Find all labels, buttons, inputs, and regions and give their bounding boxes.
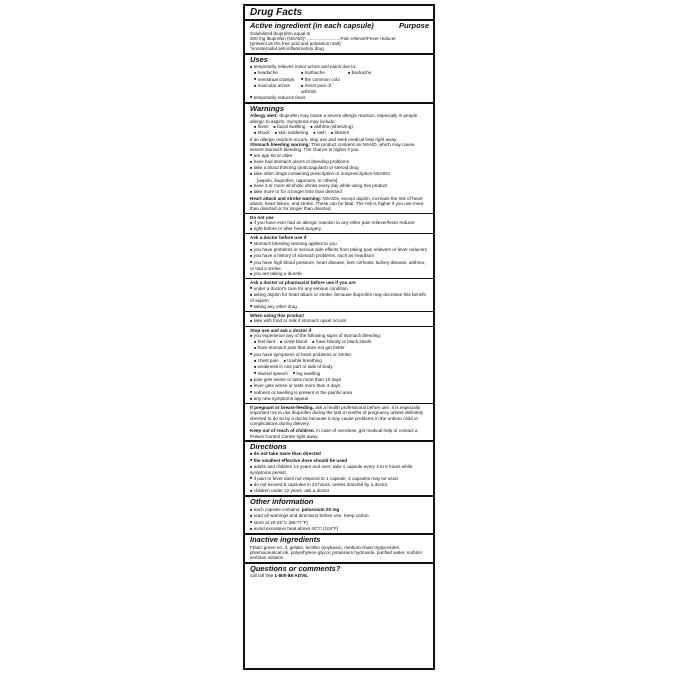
directions-heading: Directions bbox=[250, 441, 287, 451]
other-item: ■ read all warnings and directions before use. Keep carton. bbox=[250, 513, 429, 519]
heart-symptom: ■ weakness in one part or side of body bbox=[254, 364, 333, 370]
allergy-alert bbox=[250, 113, 429, 124]
do-not-use-section bbox=[245, 213, 433, 233]
questions-text: call toll free bbox=[250, 573, 275, 579]
ask-doctor-item: ■ you have high blood pressure, heart disease, liver cirrhosis, kidney disease, asthma, or had a stroke bbox=[250, 260, 429, 272]
drug-facts-title: Drug Facts bbox=[245, 7, 433, 21]
allergy-symptom: ■ facial swelling bbox=[273, 124, 305, 130]
drug-facts-panel bbox=[243, 4, 435, 670]
ask-doctor-item: ■ you have problems or serious side effects from taking pain relievers or fever reducers bbox=[250, 247, 429, 253]
keep-out-warning bbox=[250, 428, 429, 439]
stop-use-item: ■ redness or swelling is present in the painful area bbox=[250, 390, 429, 396]
ask-doctor-heading: Ask a doctor before use if bbox=[250, 235, 307, 241]
questions-section bbox=[245, 562, 433, 580]
stop-sign: ■ feel faint bbox=[254, 339, 275, 345]
uses-item: ■ muscular aches bbox=[254, 83, 296, 95]
heart-text: NSAIDs, except aspirin, increase the risk of heart attack, heart failure, and stroke. These can be fatal. The risk is higher if you use more than directed or for longer than directed. bbox=[250, 195, 424, 212]
active-line-3: (present as the free acid and potassium salt) bbox=[250, 41, 341, 47]
stop-sign: ■ have bloody or black stools bbox=[312, 339, 371, 345]
pregnancy-text: ask a health professional before use. It is especially important not to use ibuprofen during the last 3 months of pregnancy unless definitely directed to do so by a doctor because it may cause problems in the unborn child or complications during delivery. bbox=[250, 405, 424, 427]
ask-pharmacist-item: ■ taking aspirin for heart attack or stroke, because ibuprofen may decrease this benefit of aspirin bbox=[250, 292, 429, 304]
questions-heading: Questions or comments? bbox=[250, 563, 341, 573]
stomach-label: Stomach bleeding warning: bbox=[250, 141, 310, 147]
uses-item: ■ headache bbox=[254, 70, 296, 76]
uses-items bbox=[250, 70, 429, 94]
allergy-symptom: ■ rash bbox=[313, 130, 326, 136]
ask-doctor-item: ■ you are taking a diuretic bbox=[250, 271, 429, 277]
stomach-item: ■ are age 60 or older bbox=[250, 153, 429, 159]
heart-symptom: ■ chest pain bbox=[254, 358, 279, 364]
heart-symptom: ■ trouble breathing bbox=[284, 358, 322, 364]
stomach-item: ■ take a blood thinning (anticoagulant) or steroid drug bbox=[250, 165, 429, 171]
stop-heart-intro: ■ you have symptoms of heart problems or stroke: bbox=[250, 352, 429, 358]
ask-doctor-item: ■ stomach bleeding warning applies to you bbox=[250, 241, 429, 247]
ask-pharmacist-heading: Ask a doctor or pharmacist before use if you are bbox=[250, 280, 356, 286]
directions-item: ■ children under 12 years: ask a doctor bbox=[250, 488, 429, 494]
ask-pharmacist-item: ■ under a doctor's care for any serious condition bbox=[250, 286, 429, 292]
stop-use-item: ■ fever gets worse or lasts more than 3 days bbox=[250, 383, 429, 389]
stomach-item: ■ have had stomach ulcers or bleeding problems bbox=[250, 159, 429, 165]
when-using-heading: When using this product bbox=[250, 312, 304, 318]
stomach-nsaid-examples: [aspirin, ibuprofen, naproxen, or others] bbox=[257, 177, 338, 183]
directions-section bbox=[245, 440, 433, 496]
uses-item-empty bbox=[348, 77, 390, 83]
stop-use-item: ■ any new symptoms appear bbox=[250, 396, 429, 402]
heart-warning bbox=[250, 196, 429, 212]
potassium-label: each capsule contains: bbox=[253, 506, 302, 512]
stop-use-heading: Stop use and ask a doctor if bbox=[250, 327, 312, 333]
uses-item: ■ backache bbox=[348, 70, 390, 76]
allergy-label: Allergy alert: bbox=[250, 113, 279, 119]
inactive-ingredients-text: FD&C green no. 3, gelatin, lecithin (soybean), medium-chain triglycerides, pharmaceutical ink, polyethylene glycol, potassium hydroxide, purified water, sorbitol sorbitan solution bbox=[250, 544, 422, 561]
uses-item: ■ minor pain of arthritis bbox=[301, 83, 343, 95]
other-item: ■ store at 20-25°C (68-77°F) bbox=[250, 520, 429, 526]
stomach-item: ■ take other drugs containing prescription or nonprescription NSAIDs bbox=[250, 171, 429, 177]
when-using-item: ■ take with food or milk if stomach upset occurs bbox=[250, 318, 429, 324]
ask-pharmacist-item: ■ taking any other drug bbox=[250, 304, 429, 310]
ask-pharmacist-section bbox=[245, 278, 433, 309]
stop-sign: ■ have stomach pain that does not get better bbox=[254, 345, 345, 351]
stop-use-section bbox=[245, 326, 433, 403]
allergy-symptom: ■ shock bbox=[254, 130, 270, 136]
directions-item: ■ adults and children 12 years and over: take 1 capsule every 4 to 6 hours while symptoms persist bbox=[250, 464, 429, 476]
stomach-item: ■ take more or for a longer time than directed bbox=[250, 189, 429, 195]
heart-label: Heart attack and stroke warning: bbox=[250, 195, 322, 201]
inactive-ingredients-section bbox=[245, 533, 433, 561]
pregnancy-section bbox=[245, 403, 433, 439]
stomach-text: This product contains an NSAID, which may cause severe stomach bleeding. The chance is higher if you bbox=[250, 141, 415, 153]
stomach-warning bbox=[250, 142, 429, 153]
uses-section bbox=[245, 53, 433, 102]
warnings-section bbox=[245, 102, 433, 440]
other-information-section bbox=[245, 495, 433, 533]
stop-sign: ■ vomit blood bbox=[280, 339, 307, 345]
pregnancy-label: If pregnant or breast-feeding, bbox=[250, 405, 314, 411]
questions-line bbox=[250, 573, 429, 578]
other-information-heading: Other information bbox=[250, 497, 314, 507]
active-line-1: Solubilized ibuprofen equal to bbox=[250, 30, 311, 36]
keep-out-label: Keep out of reach of children. bbox=[250, 428, 315, 434]
phone-number: 1-800-88-ADVIL bbox=[274, 573, 309, 579]
allergy-text: Ibuprofen may cause a severe allergic reaction, especially in people allergic to aspirin. Symptoms may include: bbox=[250, 113, 418, 124]
purpose-heading: Purpose bbox=[398, 21, 429, 30]
allergy-symptom: ■ asthma (wheezing) bbox=[310, 124, 352, 130]
allergy-symptom: ■ hives bbox=[254, 124, 268, 130]
directions-bold-item: ■ the smallest effective dose should be used bbox=[250, 458, 429, 464]
heart-symptom: ■ leg swelling bbox=[293, 371, 320, 377]
directions-bold-item: ■ do not take more than directed bbox=[250, 451, 429, 457]
uses-intro: ■ temporarily relieves minor aches and pains due to: bbox=[250, 64, 429, 70]
heart-symptom: ■ slurred speech bbox=[254, 371, 288, 377]
when-using-section bbox=[245, 311, 433, 325]
warnings-heading: Warnings bbox=[250, 103, 285, 113]
uses-item: ■ toothache bbox=[301, 70, 343, 76]
keep-out-text: In case of overdose, get medical help or contact a Poison Control Center right away. bbox=[250, 428, 418, 439]
uses-item: ■ menstrual cramps bbox=[254, 77, 296, 83]
active-heading: Active ingredient (in each capsule) bbox=[250, 21, 374, 30]
stop-use-item: ■ pain gets worse or lasts more than 10 days bbox=[250, 377, 429, 383]
ask-doctor-section bbox=[245, 233, 433, 277]
uses-item: ■ the common cold bbox=[301, 77, 343, 83]
active-ingredient-section bbox=[245, 21, 433, 53]
stop-use-intro: ■ you experience any of the following signs of stomach bleeding: bbox=[250, 333, 429, 339]
allergy-after: If an allergic reaction occurs, stop use and seek medical help right away. bbox=[250, 136, 398, 142]
potassium-value: potassium 20 mg bbox=[301, 506, 340, 512]
other-item: ■ avoid excessive heat above 40°C (104°F) bbox=[250, 526, 429, 532]
allergy-symptom: ■ skin reddening bbox=[275, 130, 309, 136]
stomach-item: ■ have 3 or more alcoholic drinks every day while using this product bbox=[250, 183, 429, 189]
directions-item: ■ if pain or fever does not respond to 1 capsule, 2 capsules may be used bbox=[250, 476, 429, 482]
allergy-symptom: ■ blisters bbox=[331, 130, 349, 136]
active-line-2: 200 mg ibuprofen (NSAID)*...........................Pain reliever/Fever reducer bbox=[250, 35, 396, 41]
directions-item: ■ do not exceed 6 capsules in 24 hours, unless directed by a doctor bbox=[250, 482, 429, 488]
uses-last: ■ temporarily reduces fever bbox=[250, 95, 429, 101]
active-line-4: *nonsteroidal anti-inflammatory drug bbox=[250, 46, 324, 52]
do-not-use-heading: Do not use bbox=[250, 214, 274, 220]
ask-doctor-item: ■ you have a history of stomach problems, such as heartburn bbox=[250, 253, 429, 259]
uses-heading: Uses bbox=[250, 54, 268, 64]
pregnancy-warning bbox=[250, 405, 429, 426]
active-heading-row bbox=[250, 22, 429, 31]
do-not-use-item: ■ if you have ever had an allergic reaction to any other pain reliever/fever reducer bbox=[250, 220, 429, 226]
inactive-ingredients-heading: Inactive ingredients bbox=[250, 535, 321, 545]
do-not-use-item: ■ right before or after heart surgery bbox=[250, 226, 429, 232]
